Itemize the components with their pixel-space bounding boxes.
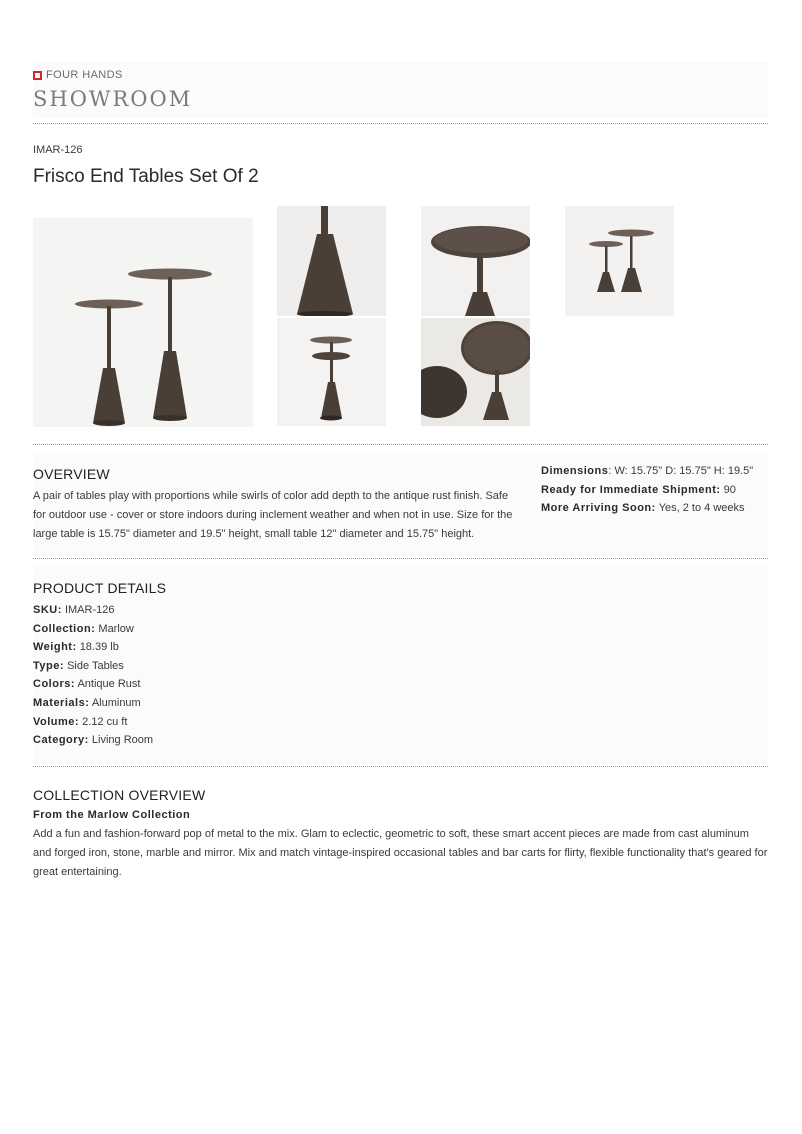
product-details-section xyxy=(33,565,768,763)
brand-logo-icon xyxy=(33,71,42,80)
detail-label: Colors: xyxy=(33,678,75,691)
detail-row xyxy=(33,638,153,657)
overview-section xyxy=(33,452,768,556)
brand-name: FOUR HANDS xyxy=(46,69,123,81)
detail-label: Type: xyxy=(33,659,65,672)
detail-value: Living Room xyxy=(91,734,154,747)
dimensions-row xyxy=(541,462,768,481)
detail-label: Category: xyxy=(33,734,89,747)
collection-heading: COLLECTION OVERVIEW xyxy=(33,787,206,803)
header xyxy=(33,62,768,118)
detail-label: Materials: xyxy=(33,696,90,709)
dimensions-value: : W: 15.75" D: 15.75" H: 19.5" xyxy=(608,465,754,477)
product-details-heading: PRODUCT DETAILS xyxy=(33,580,167,596)
detail-label: Collection: xyxy=(33,622,96,635)
detail-value: Antique Rust xyxy=(77,678,141,691)
overview-text: A pair of tables play with proportions while swirls of color add depth to the antique rust finish. Safe for outdoor use - cover or store indoors during inclement weather and when not in use. Size for the large table is 15.75" diameter and 19.5" height, small table 12" diameter and 15.75" height. xyxy=(33,490,513,540)
detail-label: Volume: xyxy=(33,715,80,728)
collection-section xyxy=(33,773,768,893)
detail-label: Weight: xyxy=(33,641,77,654)
showroom-title: SHOWROOM xyxy=(33,87,193,111)
base-detail-image[interactable] xyxy=(277,206,386,316)
ready-label: Ready for Immediate Shipment: xyxy=(541,483,721,496)
divider xyxy=(33,444,768,445)
detail-value: 2.12 cu ft xyxy=(82,715,128,728)
ready-row xyxy=(541,481,768,500)
detail-value: Side Tables xyxy=(67,659,124,672)
detail-row xyxy=(33,675,153,694)
image-gallery xyxy=(33,206,768,428)
divider xyxy=(33,766,768,767)
detail-value: IMAR-126 xyxy=(64,604,115,616)
arriving-row xyxy=(541,499,768,518)
detail-row xyxy=(33,657,153,676)
detail-row xyxy=(33,694,153,713)
pair-thumbnail-image[interactable] xyxy=(565,206,674,316)
detail-row xyxy=(33,713,153,732)
overview-heading: OVERVIEW xyxy=(33,466,110,482)
top-detail-image[interactable] xyxy=(421,206,530,316)
detail-value: 18.39 lb xyxy=(79,641,119,654)
detail-row xyxy=(33,601,153,620)
product-sku: IMAR-126 xyxy=(33,144,83,156)
specs-panel xyxy=(541,462,768,518)
detail-row xyxy=(33,731,153,750)
main-product-image[interactable] xyxy=(33,218,253,427)
product-title: Frisco End Tables Set Of 2 xyxy=(33,166,259,187)
details-list xyxy=(33,601,153,750)
dimensions-label: Dimensions xyxy=(541,465,609,477)
divider xyxy=(33,123,768,124)
detail-value: Marlow xyxy=(98,622,134,635)
overhead-image[interactable] xyxy=(421,318,530,426)
arriving-value: Yes, 2 to 4 weeks xyxy=(658,502,745,515)
detail-value: Aluminum xyxy=(91,696,141,709)
collection-text: Add a fun and fashion-forward pop of metal to the mix. Glam to eclectic, geometric to soft, these smart accent pieces are made from cast aluminum and forged iron, stone, marble and mirror. Mix and match vintage-inspired occasional tables and bar carts for flirty, flexible functionality that's geared for great entertaining. xyxy=(33,828,768,878)
stacked-side-image[interactable] xyxy=(277,318,386,426)
divider xyxy=(33,558,768,559)
collection-subheading: From the Marlow Collection xyxy=(33,809,191,821)
detail-row xyxy=(33,620,153,639)
detail-label: SKU: xyxy=(33,604,62,616)
arriving-label: More Arriving Soon: xyxy=(541,502,656,515)
ready-value: 90 xyxy=(723,483,736,496)
